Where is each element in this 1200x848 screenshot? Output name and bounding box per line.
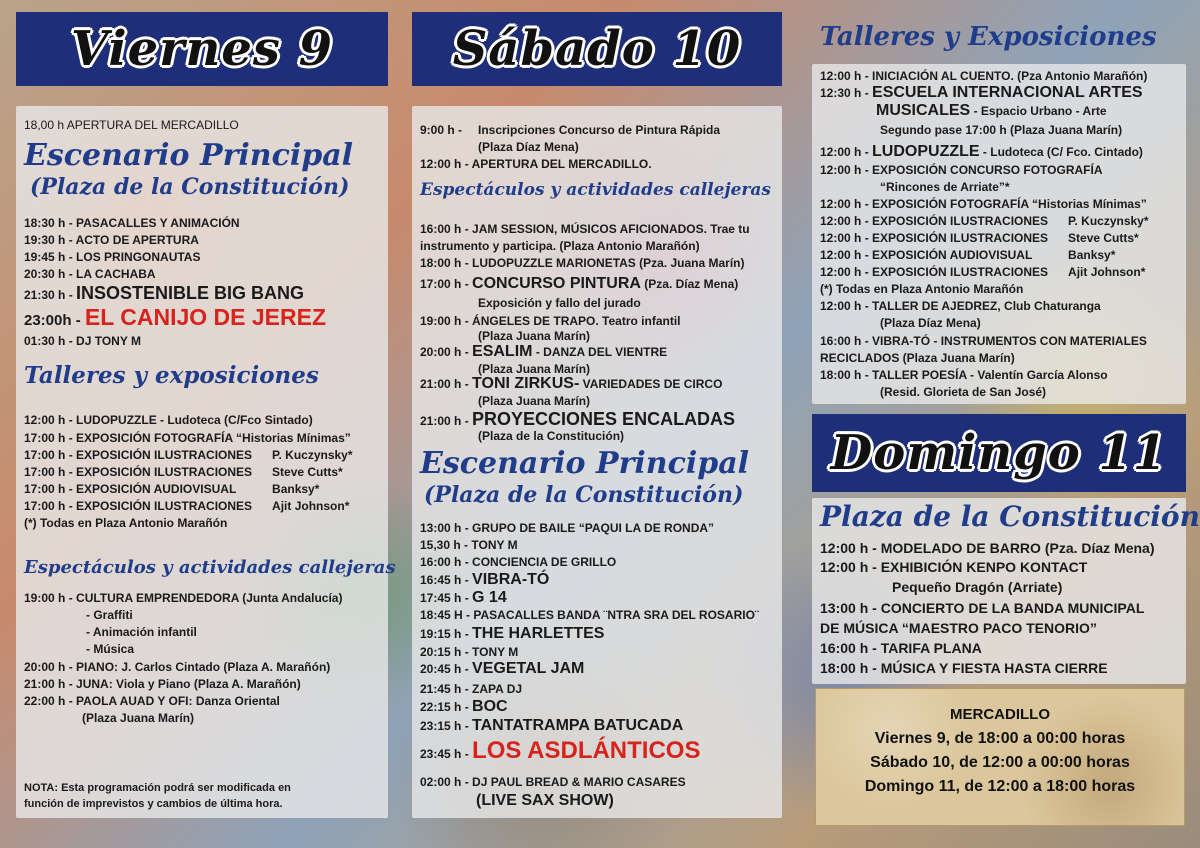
friday-street-heading: Espectáculos y actividades callejeras xyxy=(24,557,396,578)
mercadillo-line: Sábado 10, de 12:00 a 00:00 horas xyxy=(870,754,1130,771)
saturday-stage-item: 15,30 h - TONY M xyxy=(420,538,518,552)
saturday-main-stage-subheading: (Plaza de la Constitución) xyxy=(424,482,744,508)
friday-street-item: 21:00 h - JUNA: Viola y Piano (Plaza A. Marañón) xyxy=(24,677,301,691)
friday-street-item: - Música xyxy=(86,642,135,656)
saturday-street-item: (Plaza de la Constitución) xyxy=(478,429,625,443)
saturday-morning-item: 12:00 h - APERTURA DEL MERCADILLO. xyxy=(420,157,652,171)
saturday-workshop-item: MUSICALES - Espacio Urbano - Arte xyxy=(876,102,1107,119)
friday-workshop-item: 17:00 h - EXPOSICIÓN ILUSTRACIONES Ajit Johnson* xyxy=(24,499,350,513)
saturday-workshop-item: 12:00 h - EXPOSICIÓN ILUSTRACIONES P. Kuczynsky* xyxy=(820,214,1149,228)
saturday-street-item: (Plaza Juana Marín) xyxy=(478,394,591,408)
saturday-workshop-item: 12:30 h - ESCUELA INTERNACIONAL ARTES xyxy=(820,84,1143,101)
saturday-stage-item: 17:45 h - G 14 xyxy=(420,589,507,606)
saturday-street-heading: Espectáculos y actividades callejeras xyxy=(420,180,771,200)
saturday-street-item: 20:00 h - ESALIM - DANZA DEL VIENTRE xyxy=(420,343,668,360)
mercadillo-title: MERCADILLO xyxy=(950,706,1050,723)
sunday-item: 16:00 h - TARIFA PLANA xyxy=(820,640,982,656)
saturday-stage-item: 02:00 h - DJ PAUL BREAD & MARIO CASARES xyxy=(420,775,686,789)
friday-workshop-item: 17:00 h - EXPOSICIÓN ILUSTRACIONES P. Kuczynsky* xyxy=(24,448,353,462)
saturday-stage-item: 19:15 h - THE HARLETTES xyxy=(420,625,605,642)
sunday-item: 13:00 h - CONCIERTO DE LA BANDA MUNICIPAL xyxy=(820,600,1145,616)
saturday-workshop-item: 18:00 h - TALLER POESÍA - Valentín García Alonso xyxy=(820,368,1108,382)
friday-opening: 18,00 h APERTURA DEL MERCADILLO xyxy=(24,118,239,132)
saturday-street-item: 21:00 h - PROYECCIONES ENCALADAS xyxy=(420,409,736,429)
mercadillo-line: Viernes 9, de 18:00 a 00:00 horas xyxy=(874,730,1126,747)
saturday-workshops-heading: Talleres y Exposiciones xyxy=(820,22,1157,52)
friday-disclaimer: función de imprevistos y cambios de última hora. xyxy=(24,798,283,810)
friday-stage-item-headliner: 23:00h - EL CANIJO DE JEREZ xyxy=(24,304,327,330)
saturday-stage-item: 21:45 h - ZAPA DJ xyxy=(420,682,523,696)
saturday-workshop-item: (Plaza Díaz Mena) xyxy=(880,316,981,330)
sunday-item: DE MÚSICA “MAESTRO PACO TENORIO” xyxy=(820,620,1097,636)
saturday-workshop-item: 12:00 h - LUDOPUZZLE - Ludoteca (C/ Fco. Cintado) xyxy=(820,143,1143,160)
sunday-heading: Plaza de la Constitución xyxy=(820,500,1200,533)
saturday-morning-item: (Plaza Díaz Mena) xyxy=(478,140,579,154)
friday-disclaimer: NOTA: Esta programación podrá ser modificada en xyxy=(24,782,291,794)
saturday-workshop-item: “Rincones de Arriate”* xyxy=(880,180,1010,194)
saturday-street-item: Exposición y fallo del jurado xyxy=(478,296,641,310)
saturday-morning-item: 9:00 h - Inscripciones Concurso de Pintura Rápida xyxy=(420,123,721,137)
saturday-workshop-item: 12:00 h - EXPOSICIÓN CONCURSO FOTOGRAFÍA xyxy=(820,163,1103,177)
saturday-street-item: (Plaza Juana Marín) xyxy=(478,329,591,343)
saturday-workshop-item: 12:00 h - TALLER DE AJEDREZ, Club Chaturanga xyxy=(820,299,1101,313)
friday-workshop-item: 17:00 h - EXPOSICIÓN FOTOGRAFÍA “Historias Mínimas” xyxy=(24,431,351,445)
sunday-item: 12:00 h - EXHIBICIÓN KENPO KONTACT xyxy=(820,559,1088,575)
friday-street-item: - Animación infantil xyxy=(86,625,197,639)
saturday-stage-item: 22:15 h - BOC xyxy=(420,698,508,715)
friday-street-item: (Plaza Juana Marín) xyxy=(82,711,195,725)
sunday-item: Pequeño Dragón (Arriate) xyxy=(892,579,1063,595)
friday-stage-item: 18:30 h - PASACALLES Y ANIMACIÓN xyxy=(24,216,240,230)
friday-stage-item: 20:30 h - LA CACHABA xyxy=(24,267,156,281)
sunday-item: 18:00 h - MÚSICA Y FIESTA HASTA CIERRE xyxy=(820,660,1108,676)
sunday-item: 12:00 h - MODELADO DE BARRO (Pza. Díaz Mena) xyxy=(820,540,1155,556)
saturday-stage-item: (LIVE SAX SHOW) xyxy=(476,792,614,809)
saturday-workshop-item: 12:00 h - EXPOSICIÓN ILUSTRACIONES Ajit Johnson* xyxy=(820,265,1146,279)
friday-stage-item: 19:30 h - ACTO DE APERTURA xyxy=(24,233,199,247)
saturday-main-stage-heading: Escenario Principal xyxy=(420,446,750,481)
friday-street-item: - Graffiti xyxy=(86,608,133,622)
saturday-street-item: instrumento y participa. (Plaza Antonio Marañón) xyxy=(420,239,700,253)
saturday-workshop-item: 16:00 h - VIBRA-TÓ - INSTRUMENTOS CON MATERIALES xyxy=(820,334,1147,348)
saturday-workshop-item: 12:00 h - EXPOSICIÓN ILUSTRACIONES Steve Cutts* xyxy=(820,231,1139,245)
friday-workshops-heading: Talleres y exposiciones xyxy=(24,362,319,389)
saturday-stage-item: 18:45 H - PASACALLES BANDA ¨NTRA SRA DEL ROSARIO¨ xyxy=(420,608,759,622)
saturday-stage-item: 20:15 h - TONY M xyxy=(420,645,519,659)
friday-workshop-item: 17:00 h - EXPOSICIÓN AUDIOVISUAL Banksy* xyxy=(24,482,320,496)
saturday-workshop-item: 12:00 h - EXPOSICIÓN AUDIOVISUAL Banksy* xyxy=(820,248,1116,262)
saturday-street-item: 21:00 h - TONI ZIRKUS- VARIEDADES DE CIRCO xyxy=(420,375,723,392)
saturday-street-item: (Plaza Juana Marín) xyxy=(478,362,591,376)
sunday-title: Domingo 11 xyxy=(830,425,1168,481)
saturday-street-item: 19:00 h - ÁNGELES DE TRAPO. Teatro infantil xyxy=(420,314,681,328)
saturday-workshop-item: 12:00 h - INICIACIÓN AL CUENTO. (Pza Antonio Marañón) xyxy=(820,69,1148,83)
saturday-title: Sábado 10 xyxy=(452,21,742,77)
friday-workshop-note: (*) Todas en Plaza Antonio Marañón xyxy=(24,516,228,530)
saturday-stage-item: 16:45 h - VIBRA-TÓ xyxy=(420,571,550,588)
saturday-stage-item: 23:15 h - TANTATRAMPA BATUCADA xyxy=(420,717,684,734)
friday-street-item: 22:00 h - PAOLA AUAD Y OFI: Danza Oriental xyxy=(24,694,280,708)
friday-stage-item: 21:30 h - INSOSTENIBLE BIG BANG xyxy=(24,283,305,303)
friday-title: Viernes 9 xyxy=(70,21,334,77)
friday-stage-item: 19:45 h - LOS PRINGONAUTAS xyxy=(24,250,201,264)
friday-street-item: 19:00 h - CULTURA EMPRENDEDORA (Junta Andalucía) xyxy=(24,591,343,605)
friday-main-stage-subheading: (Plaza de la Constitución) xyxy=(30,174,350,200)
saturday-workshop-item: RECICLADOS (Plaza Juana Marín) xyxy=(820,351,1015,365)
saturday-stage-item: 13:00 h - GRUPO DE BAILE “PAQUI LA DE RONDA” xyxy=(420,521,715,535)
saturday-stage-item: 20:45 h - VEGETAL JAM xyxy=(420,660,585,677)
saturday-street-item: 17:00 h - CONCURSO PINTURA (Pza. Díaz Mena) xyxy=(420,275,739,292)
saturday-workshop-item: (Resid. Glorieta de San José) xyxy=(880,385,1047,399)
mercadillo-line: Domingo 11, de 12:00 a 18:00 horas xyxy=(864,778,1136,795)
friday-workshop-item: 12:00 h - LUDOPUZZLE - Ludoteca (C/Fco Sintado) xyxy=(24,413,313,427)
friday-street-item: 20:00 h - PIANO: J. Carlos Cintado (Plaza A. Marañón) xyxy=(24,660,331,674)
saturday-stage-item: 16:00 h - CONCIENCIA DE GRILLO xyxy=(420,555,617,569)
mercadillo-hours-box xyxy=(815,688,1185,826)
saturday-street-item: 16:00 h - JAM SESSION, MÚSICOS AFICIONADOS. Trae tu xyxy=(420,222,750,236)
friday-main-stage-heading: Escenario Principal xyxy=(24,138,354,173)
friday-workshop-item: 17:00 h - EXPOSICIÓN ILUSTRACIONES Steve Cutts* xyxy=(24,465,343,479)
saturday-workshop-note: (*) Todas en Plaza Antonio Marañón xyxy=(820,282,1024,296)
saturday-stage-item-headliner: 23:45 h - LOS ASDLÁNTICOS xyxy=(420,737,701,764)
saturday-workshop-item: Segundo pase 17:00 h (Plaza Juana Marín) xyxy=(880,123,1123,137)
saturday-street-item: 18:00 h - LUDOPUZZLE MARIONETAS (Pza. Juana Marín) xyxy=(420,256,745,270)
saturday-workshop-item: 12:00 h - EXPOSICIÓN FOTOGRAFÍA “Historias Mínimas” xyxy=(820,197,1147,211)
friday-stage-item: 01:30 h - DJ TONY M xyxy=(24,334,141,348)
